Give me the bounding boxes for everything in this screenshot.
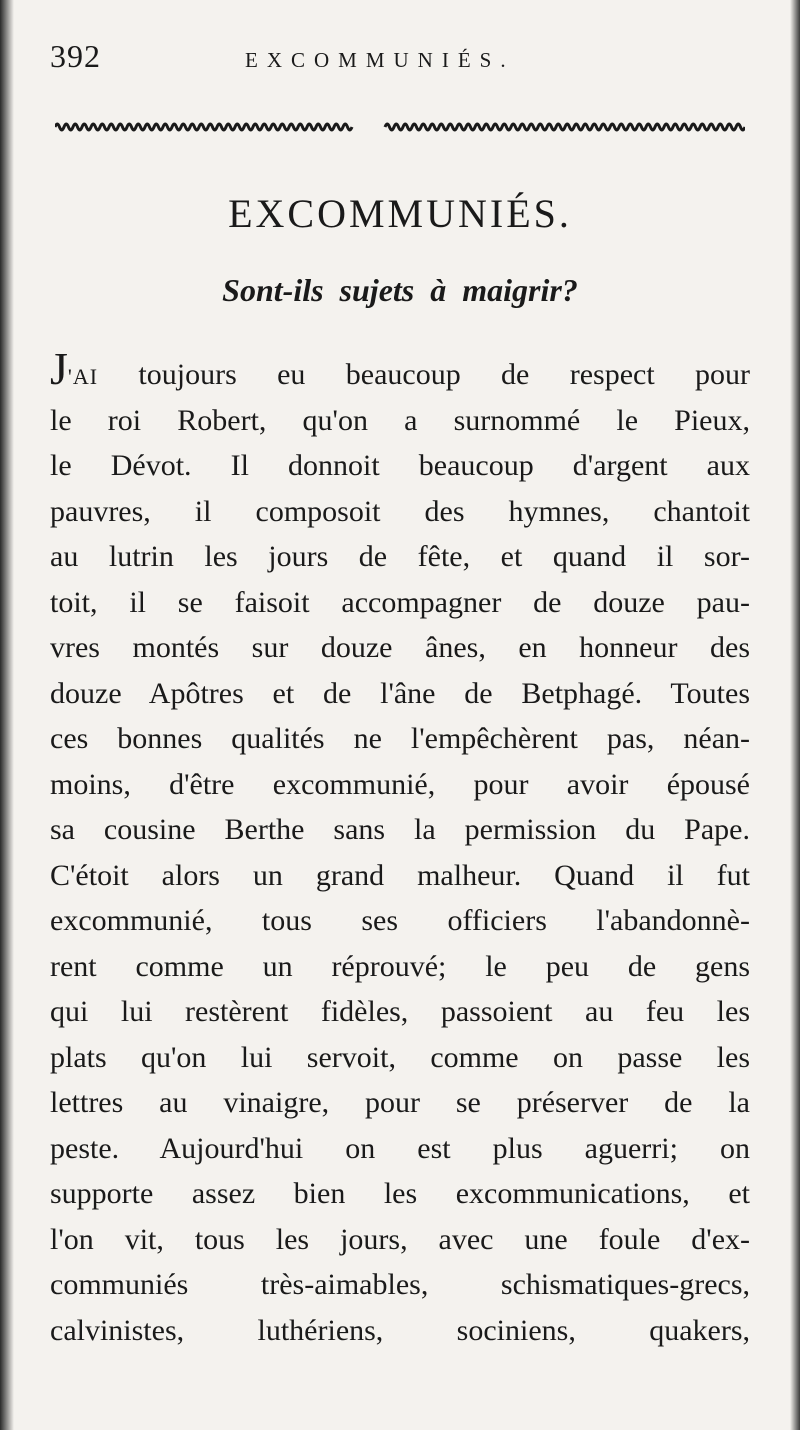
- running-title: EXCOMMUNIÉS.: [245, 48, 515, 72]
- body-line: supporte assez bien les excommunications, et: [50, 1177, 750, 1210]
- running-head: [50, 38, 760, 78]
- body-text: [50, 343, 750, 1353]
- body-line: moins, d'être excommunié, pour avoir épousé: [50, 767, 750, 801]
- body-line: plats qu'on lui servoit, comme on passe les: [50, 1040, 750, 1074]
- body-line: pauvres, il composoit des hymnes, chantoit: [50, 494, 750, 528]
- ornamental-rule: [55, 118, 745, 136]
- body-line: l'on vit, tous les jours, avec une foule d'ex-: [50, 1222, 750, 1256]
- body-line: toit, il se faisoit accompagner de douze pau-: [50, 585, 750, 619]
- body-line: lettres au vinaigre, pour se préserver de la: [50, 1086, 750, 1119]
- body-line: C'étoit alors un grand malheur. Quand il fut: [50, 858, 750, 892]
- page-number: 392: [50, 38, 101, 74]
- body-line: le Dévot. Il donnoit beaucoup d'argent aux: [50, 449, 750, 482]
- section-subtitle: Sont-ils sujets à maigrir?: [222, 272, 578, 308]
- body-line: ces bonnes qualités ne l'empêchèrent pas, néan-: [50, 722, 750, 755]
- body-line: calvinistes, luthériens, sociniens, quakers,: [50, 1313, 750, 1347]
- initial-letter: J: [50, 343, 68, 394]
- body-line: douze Apôtres et de l'âne de Betphagé. Toutes: [50, 676, 750, 710]
- body-line: le roi Robert, qu'on a surnommé le Pieux,: [50, 403, 750, 437]
- body-line: peste. Aujourd'hui on est plus aguerri; on: [50, 1131, 750, 1165]
- body-line-first: [50, 343, 750, 398]
- body-line: excommunié, tous ses officiers l'abandonnè-: [50, 904, 750, 937]
- body-line-text: toujours eu beaucoup de respect pour: [98, 358, 750, 391]
- body-line: sa cousine Berthe sans la permission du Pape.: [50, 813, 750, 846]
- section-title: EXCOMMUNIÉS.: [228, 191, 572, 236]
- body-line: au lutrin les jours de fête, et quand il sor-: [50, 540, 750, 573]
- body-line: qui lui restèrent fidèles, passoient au feu les: [50, 995, 750, 1028]
- body-line: vres montés sur douze ânes, en honneur des: [50, 631, 750, 664]
- body-line: communiés très-aimables, schismatiques-grecs,: [50, 1268, 750, 1301]
- body-line: rent comme un réprouvé; le peu de gens: [50, 949, 750, 983]
- initial-smallcaps: 'AI: [67, 364, 99, 389]
